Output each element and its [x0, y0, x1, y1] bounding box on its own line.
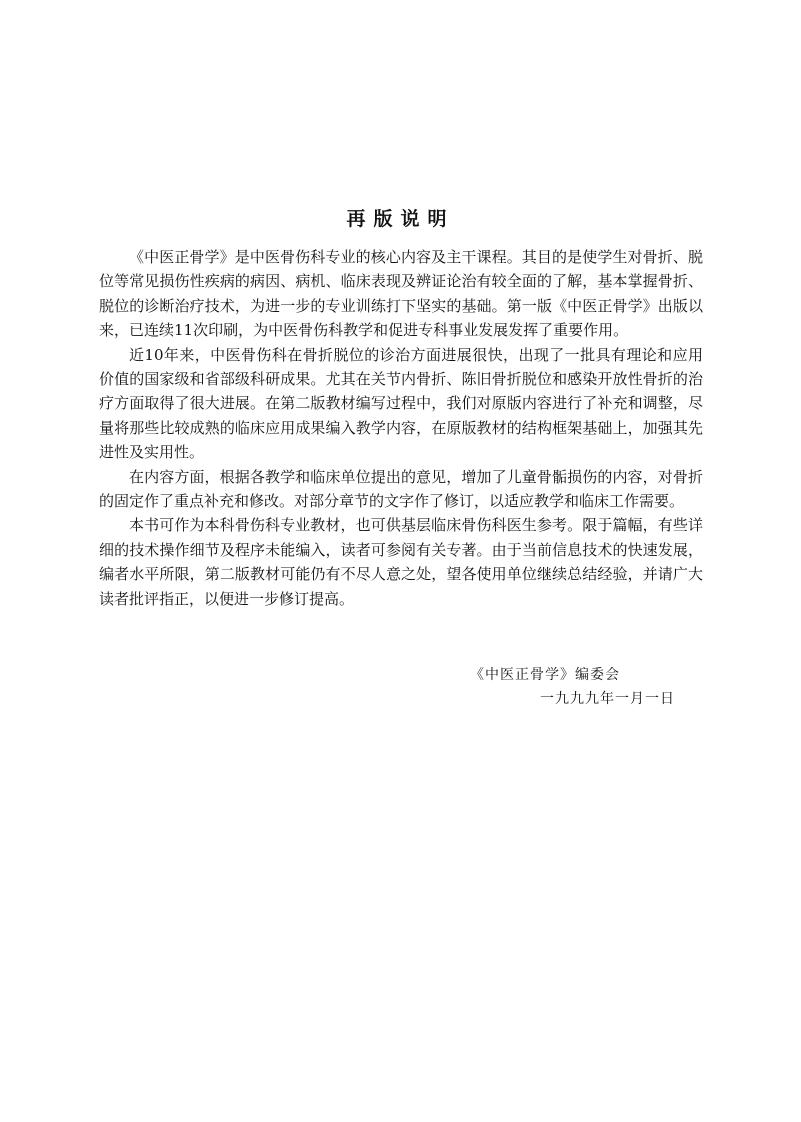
paragraph-1: 《中医正骨学》是中医骨伤科专业的核心内容及主干课程。其目的是使学生对骨折、脱位等常见损伤性疾病的病因、病机、临床表现及辨证论治有较全面的了解，基本掌握骨折、脱位的诊断治疗技术，为进一步的专业训练打下坚实的基础。第一版《中医正骨学》出版以来，已连续11次印刷，为中医骨伤科教学和促进专科事业发展发挥了重要作用。: [99, 248, 703, 340]
editorial-board-signature: 《中医正骨学》编委会: [470, 667, 620, 683]
page-title: 再版说明: [346, 208, 455, 230]
paragraph-2: 近10年来，中医骨伤科在骨折脱位的诊治方面进展很快，出现了一批具有理论和应用价值的国家级和省部级科研成果。尤其在关节内骨折、陈旧骨折脱位和感染开放性骨折的治疗方面取得了很大进展。在第二版教材编写过程中，我们对原版内容进行了补充和调整，尽量将那些比较成熟的临床应用成果编入教学内容，在原版教材的结构框架基础上，加强其先进性及实用性。: [99, 345, 703, 462]
paragraph-3: 在内容方面，根据各教学和临床单位提出的意见，增加了儿童骨骺损伤的内容，对骨折的固定作了重点补充和修改。对部分章节的文字作了修订，以适应教学和临床工作需要。: [99, 467, 703, 511]
paragraph-4: 本书可作为本科骨伤科专业教材，也可供基层临床骨伤科医生参考。限于篇幅，有些详细的技术操作细节及程序未能编入，读者可参阅有关专著。由于当前信息技术的快速发展，编者水平所限，第二版教材可能仍有不尽人意之处，望各使用单位继续总结经验，并请广大读者批评指正，以便进一步修订提高。: [99, 516, 703, 608]
body-text: [99, 245, 703, 611]
publication-date: 一九九九年一月一日: [540, 691, 675, 707]
